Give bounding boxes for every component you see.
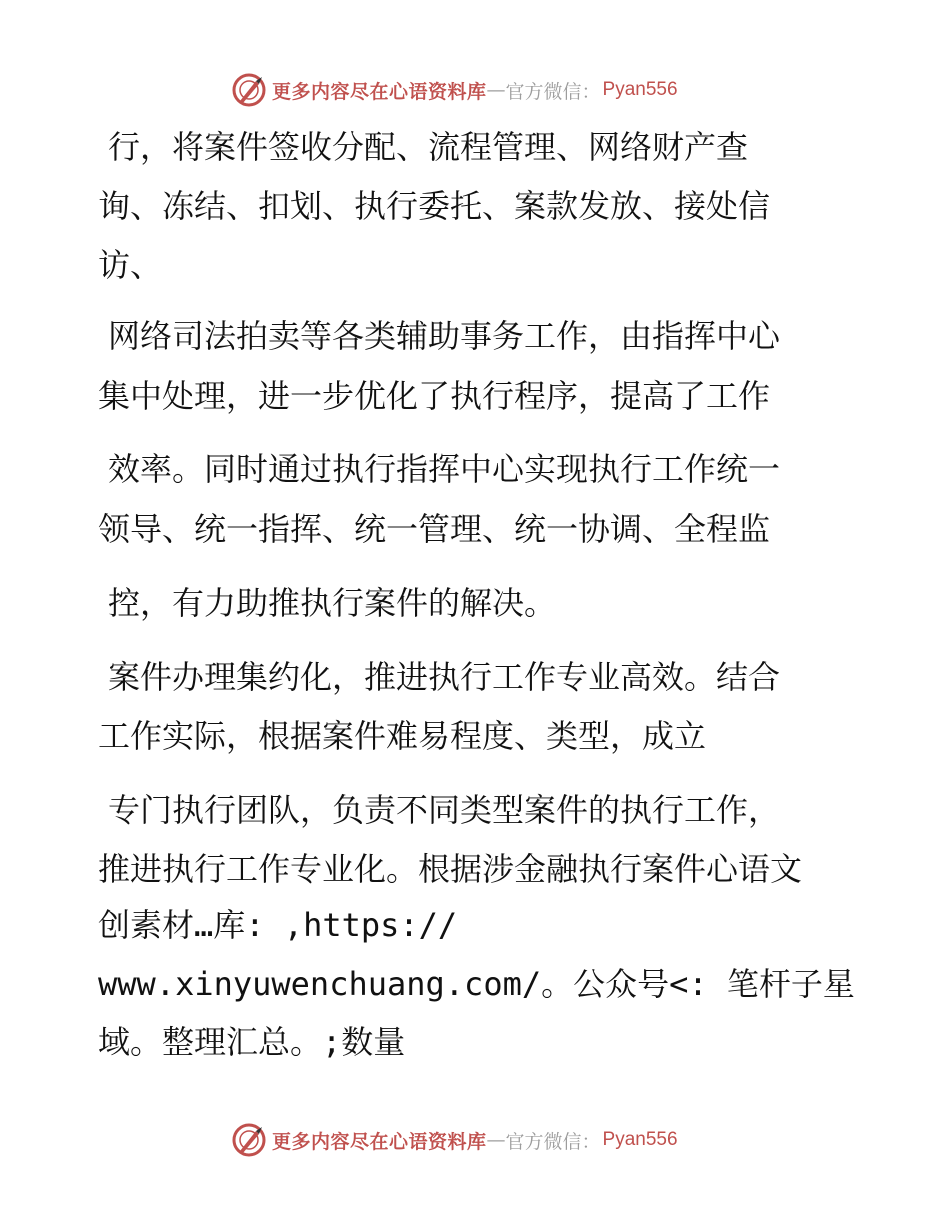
body-line: 推进执行工作专业化。根据涉金融执行案件心语文 [98,850,803,888]
body-line: 集中处理，进一步优化了执行程序，提高了工作 [98,377,771,415]
banner-separator: — [486,1129,506,1151]
body-line: 域。整理汇总。;数量 [98,1023,406,1061]
body-line: 工作实际，根据案件难易程度、类型，成立 [98,717,707,755]
banner-wechat-id: Pyan556 [602,1129,678,1150]
banner-wechat-label: 官方微信： [505,80,601,103]
banner-wechat-label: 官方微信： [505,1130,601,1153]
quill-pen-logo-icon [232,1123,266,1157]
body-line: 询、冻结、扣划、执行委托、案款发放、接处信 [98,187,771,225]
footer-banner [232,1120,678,1160]
banner-brand-text: 更多内容尽在心语资料库 [272,80,487,103]
body-line: 效率。同时通过执行指挥中心实现执行工作统一 [108,450,781,488]
body-line: 专门执行团队，负责不同类型案件的执行工作， [108,791,781,829]
header-banner [232,70,678,110]
banner-separator: — [486,79,506,101]
body-line: 案件办理集约化，推进执行工作专业高效。结合 [108,658,781,696]
body-line: 创素材…库: ,https:// [98,906,458,944]
body-line: 行，将案件签收分配、流程管理、网络财产查 [108,128,749,166]
body-line: 领导、统一指挥、统一管理、统一协调、全程监 [98,510,771,548]
body-line: 网络司法拍卖等各类辅助事务工作，由指挥中心 [108,317,781,355]
body-line: www.xinyuwenchuang.com/。公众号<: 笔杆子星 [98,965,855,1003]
banner-wechat-id: Pyan556 [602,79,678,100]
quill-pen-logo-icon [232,73,266,107]
body-line: 控，有力助推执行案件的解决。 [108,584,557,622]
banner-brand-text: 更多内容尽在心语资料库 [272,1130,487,1153]
body-line: 访、 [98,246,163,284]
